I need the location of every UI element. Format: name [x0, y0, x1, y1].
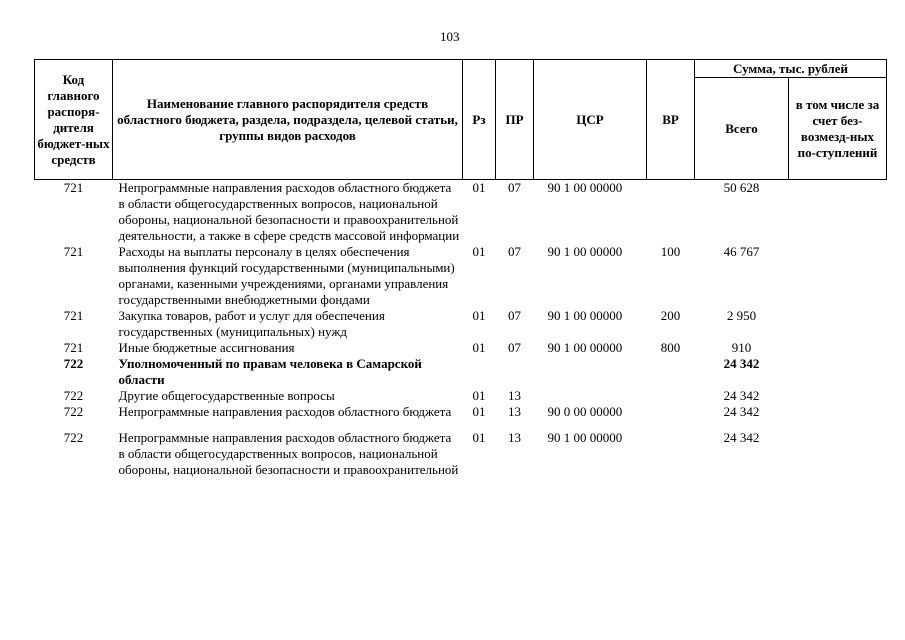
table-row — [35, 340, 887, 356]
cell-code: 722 — [63, 356, 84, 371]
cell-csr: 90 1 00 00000 — [547, 430, 623, 445]
cell-name: Закупка товаров, работ и услуг для обеспечения государственных (муниципальных) нужд — [118, 308, 385, 339]
cell-vr: 100 — [660, 244, 681, 259]
cell-code: 722 — [63, 404, 84, 419]
cell-pr: 07 — [508, 180, 521, 195]
cell-code: 722 — [63, 388, 84, 403]
cell-rz: 01 — [472, 404, 486, 419]
cell-grants — [789, 404, 887, 420]
cell-grants — [789, 308, 887, 340]
cell-grants — [789, 340, 887, 356]
cell-name: Уполномоченный по правам человека в Самарской области — [118, 356, 422, 387]
table-row — [35, 180, 887, 245]
cell-grants — [789, 388, 887, 404]
cell-code: 721 — [63, 244, 84, 259]
cell-pr: 07 — [508, 340, 521, 355]
header-vr: ВР — [647, 60, 695, 180]
cell-pr: 07 — [508, 308, 521, 323]
cell-pr: 13 — [508, 388, 521, 403]
cell-total: 24 342 — [723, 430, 760, 445]
cell-vr — [647, 388, 695, 404]
header-pr: ПР — [496, 60, 534, 180]
cell-code: 722 — [63, 430, 84, 445]
cell-total: 910 — [731, 340, 752, 355]
cell-grants — [789, 356, 887, 388]
cell-csr: 90 1 00 00000 — [547, 308, 623, 323]
cell-name: Расходы на выплаты персоналу в целях обеспечения выполнения функций государственными (муниципальными) органами, казенными учреждениями, органами управления государственными внебюджетными фондами — [118, 244, 455, 307]
cell-name: Непрограммные направления расходов областного бюджета — [118, 404, 452, 419]
cell-pr: 13 — [508, 404, 521, 419]
cell-rz: 01 — [472, 430, 486, 445]
cell-vr: 800 — [660, 340, 681, 355]
cell-grants — [789, 244, 887, 308]
cell-name: Непрограммные направления расходов областного бюджета в области общегосударственных вопросов, национальной обороны, национальной безопасности и правоохранительной деятельности, а также в сфере средств массовой информации — [118, 180, 460, 243]
cell-vr — [647, 404, 695, 420]
cell-csr: 90 0 00 00000 — [547, 404, 623, 419]
cell-total: 46 767 — [723, 244, 760, 259]
table-row — [35, 356, 887, 388]
cell-total: 24 342 — [723, 356, 760, 371]
header-total: Всего — [695, 78, 789, 180]
cell-total: 2 950 — [726, 308, 757, 323]
cell-csr: 90 1 00 00000 — [547, 340, 623, 355]
table-row — [35, 308, 887, 340]
table-row — [35, 404, 887, 420]
cell-total: 50 628 — [723, 180, 760, 195]
cell-rz — [463, 356, 496, 388]
cell-vr: 200 — [660, 308, 681, 323]
table-row — [35, 420, 887, 478]
cell-code: 721 — [63, 180, 84, 195]
cell-code: 721 — [63, 308, 84, 323]
cell-csr — [534, 388, 647, 404]
header-rz: Рз — [463, 60, 496, 180]
cell-rz: 01 — [472, 340, 486, 355]
cell-rz: 01 — [472, 308, 486, 323]
table-row — [35, 244, 887, 308]
cell-rz: 01 — [472, 388, 486, 403]
header-sum: Сумма, тыс. рублей — [695, 60, 887, 78]
table-row — [35, 388, 887, 404]
budget-table — [34, 59, 887, 478]
header-code: Код главного распоря-дителя бюджет-ных средств — [35, 60, 113, 180]
cell-grants — [789, 420, 887, 478]
cell-vr — [647, 180, 695, 245]
header-grants: в том числе за счет без-возмезд-ных по-ступлений — [789, 78, 887, 180]
cell-csr: 90 1 00 00000 — [547, 180, 623, 195]
cell-total: 24 342 — [723, 404, 760, 419]
page-number: 103 — [440, 29, 460, 44]
cell-name: Иные бюджетные ассигнования — [118, 340, 295, 355]
cell-vr — [647, 356, 695, 388]
header-csr: ЦСР — [534, 60, 647, 180]
cell-name: Другие общегосударственные вопросы — [118, 388, 335, 403]
cell-csr — [534, 356, 647, 388]
cell-csr: 90 1 00 00000 — [547, 244, 623, 259]
cell-rz: 01 — [472, 180, 486, 195]
cell-vr — [647, 420, 695, 478]
header-name: Наименование главного распорядителя средств областного бюджета, раздела, подраздела, целевой статьи, группы видов расходов — [113, 60, 463, 180]
cell-pr — [496, 356, 534, 388]
cell-code: 721 — [63, 340, 84, 355]
cell-grants — [789, 180, 887, 245]
cell-total: 24 342 — [723, 388, 760, 403]
cell-pr: 07 — [508, 244, 521, 259]
cell-name: Непрограммные направления расходов областного бюджета в области общегосударственных вопросов, национальной обороны, национальной безопасности и правоохранительной — [118, 430, 459, 477]
cell-rz: 01 — [472, 244, 486, 259]
cell-pr: 13 — [508, 430, 521, 445]
